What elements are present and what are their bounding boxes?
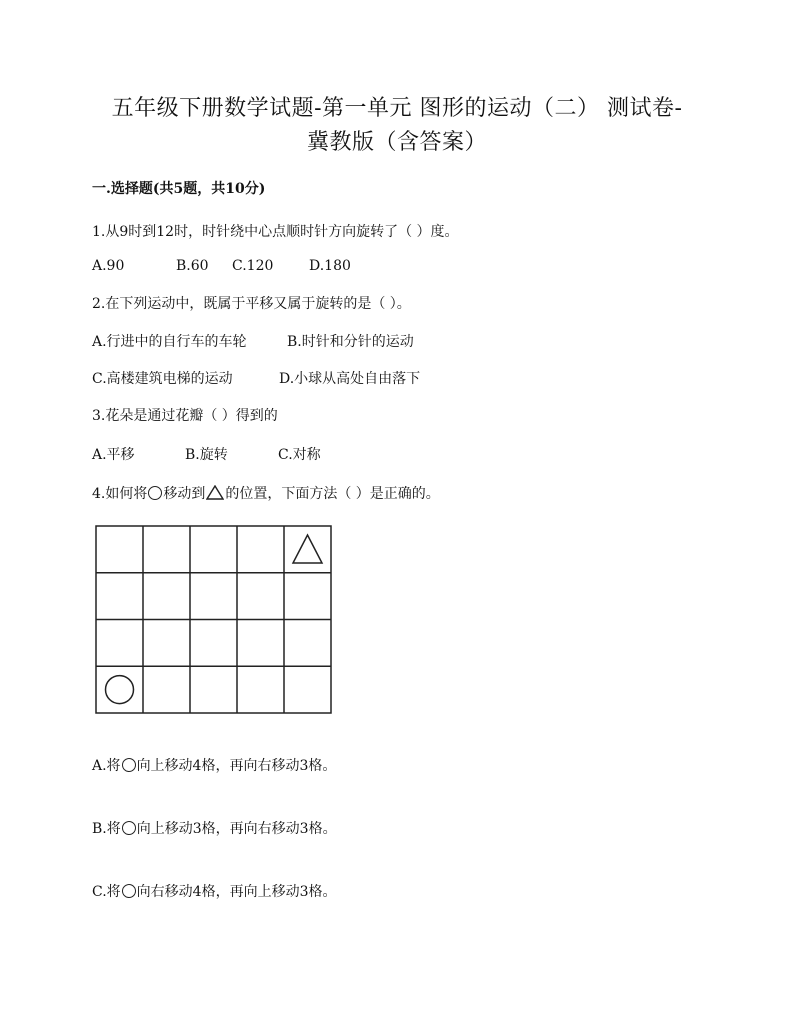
- option-b-text: 向上移动3格，再向右移动3格。: [136, 821, 337, 837]
- question-1-option-c: C.120: [232, 258, 274, 274]
- option-a-prefix: A.将: [92, 758, 121, 774]
- question-3-stem: 3.花朵是通过花瓣（ ）得到的: [92, 408, 278, 424]
- question-4-option-c: [92, 881, 337, 901]
- question-4-stem-part-3: 的位置，下面方法（ ）是正确的。: [225, 486, 440, 502]
- section-heading: 一.选择题(共5题，共10分): [92, 181, 266, 197]
- question-1-option-a: A.90: [92, 258, 125, 274]
- question-4-option-a: [92, 755, 336, 775]
- circle-icon: [122, 821, 136, 835]
- circle-icon: [148, 486, 162, 500]
- option-b-prefix: B.将: [92, 821, 121, 837]
- circle-icon: [122, 758, 136, 772]
- movement-grid: [95, 525, 333, 715]
- question-2-option-a: A.行进中的自行车的车轮: [92, 334, 247, 350]
- question-2-option-d: D.小球从高处自由落下: [279, 371, 421, 387]
- question-4-stem-part-1: 4.如何将: [92, 486, 148, 502]
- question-3-option-c: C.对称: [278, 447, 321, 463]
- title-line-2: 冀教版（含答案）: [306, 130, 487, 155]
- triangle-icon: [206, 485, 224, 500]
- question-1-option-b: B.60: [176, 258, 209, 274]
- question-4-stem-part-2: 移动到: [163, 486, 206, 502]
- question-4-option-b: [92, 818, 337, 838]
- document-title: [60, 92, 734, 160]
- grid-circle-icon: [106, 676, 134, 704]
- title-line-1: 五年级下册数学试题-第一单元 图形的运动（二） 测试卷-: [111, 96, 683, 121]
- question-2-option-b: B.时针和分针的运动: [287, 334, 414, 350]
- option-c-text: 向右移动4格，再向上移动3格。: [136, 884, 337, 900]
- question-1-option-d: D.180: [309, 258, 351, 274]
- option-a-text: 向上移动4格，再向右移动3格。: [136, 758, 337, 774]
- grid-triangle-icon: [293, 535, 322, 563]
- question-3-options: [92, 444, 321, 464]
- question-2-options-row1: [92, 331, 414, 351]
- question-1-stem: 1.从9时到12时，时针绕中心点顺时针方向旋转了（ ）度。: [92, 224, 459, 240]
- question-2-stem: 2.在下列运动中，既属于平移又属于旋转的是（ ）。: [92, 296, 411, 312]
- question-1-options: [92, 258, 351, 274]
- circle-icon: [122, 884, 136, 898]
- question-4-stem: [92, 483, 440, 503]
- question-2-options-row2: [92, 368, 420, 388]
- question-2-option-c: C.高楼建筑电梯的运动: [92, 371, 233, 387]
- option-c-prefix: C.将: [92, 884, 121, 900]
- question-3-option-a: A.平移: [92, 447, 135, 463]
- question-3-option-b: B.旋转: [185, 447, 228, 463]
